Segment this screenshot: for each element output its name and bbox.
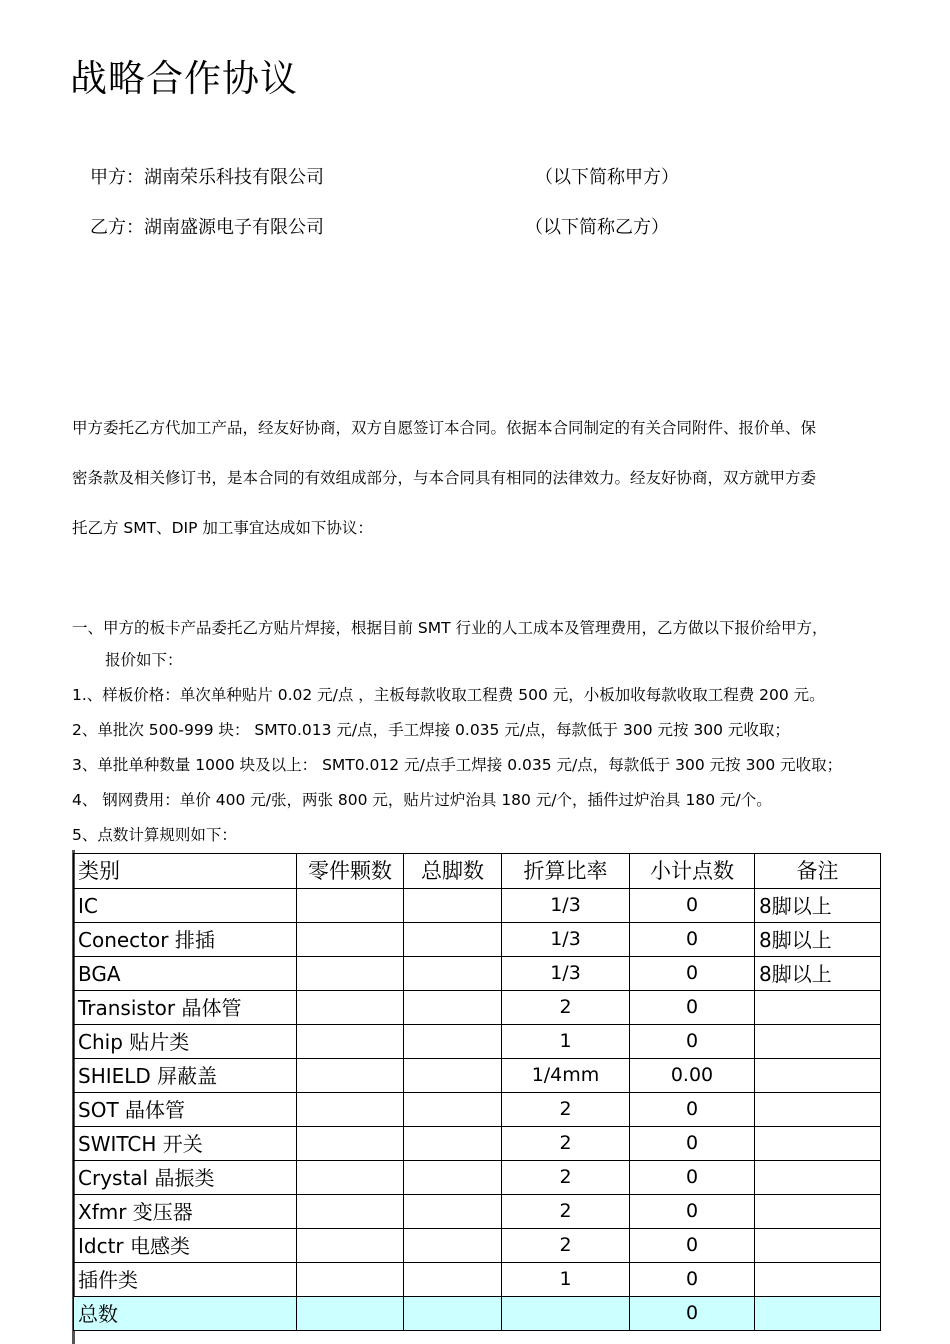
cell-subtotal: 0 — [630, 957, 755, 991]
cell-subtotal: 0.00 — [630, 1059, 755, 1093]
cell-remark — [755, 991, 881, 1025]
header-cell: 总脚数 — [404, 854, 502, 889]
cell-subtotal: 0 — [630, 1025, 755, 1059]
cell-subtotal: 0 — [630, 1195, 755, 1229]
cell-subtotal: 0 — [630, 1093, 755, 1127]
cell-count — [297, 1195, 404, 1229]
cell-pins — [404, 1297, 502, 1331]
cell-ratio — [502, 1297, 630, 1331]
cell-remark — [755, 1093, 881, 1127]
table-row — [74, 1229, 881, 1263]
cell-remark — [755, 1263, 881, 1297]
cell-count — [297, 991, 404, 1025]
table-row — [74, 991, 881, 1025]
party-a-label: 甲方：湖南荣乐科技有限公司 — [90, 167, 324, 188]
clause-item: 3、单批单种数量 1000 块及以上： SMT0.012 元/点手工焊接 0.035 元/点，每款低于 300 元按 300 元收取； — [72, 756, 843, 774]
cell-category: Transistor 晶体管 — [74, 991, 297, 1025]
cell-subtotal: 0 — [630, 1161, 755, 1195]
cell-remark: 8脚以上 — [755, 957, 881, 991]
document-title: 战略合作协议 — [70, 57, 298, 100]
cell-count — [297, 1263, 404, 1297]
cell-ratio: 1 — [502, 1025, 630, 1059]
party-a-note: （以下简称甲方） — [535, 167, 679, 188]
table-row — [74, 889, 881, 923]
cell-subtotal: 0 — [630, 1229, 755, 1263]
cell-count — [297, 889, 404, 923]
cell-subtotal: 0 — [630, 1127, 755, 1161]
section-heading: 一、甲方的板卡产品委托乙方贴片焊接，根据目前 SMT 行业的人工成本及管理费用，乙方做以下报价给甲方， — [72, 619, 828, 637]
cell-remark — [755, 1161, 881, 1195]
intro-line: 甲方委托乙方代加工产品，经友好协商，双方自愿签订本合同。依据本合同制定的有关合同附件、报价单、保 — [72, 419, 817, 437]
cell-pins — [404, 1025, 502, 1059]
intro-line: 托乙方 SMT、DIP 加工事宜达成如下协议： — [72, 519, 373, 537]
cell-remark — [755, 1297, 881, 1331]
cell-pins — [404, 1229, 502, 1263]
cell-remark — [755, 1195, 881, 1229]
cell-category: 插件类 — [74, 1263, 297, 1297]
cell-ratio: 1 — [502, 1263, 630, 1297]
cell-subtotal: 0 — [630, 889, 755, 923]
section-heading-cont: 报价如下： — [105, 651, 183, 669]
table-total-row — [74, 1297, 881, 1331]
cell-remark: 8脚以上 — [755, 923, 881, 957]
clause-item: 5、点数计算规则如下： — [72, 826, 237, 844]
cell-remark — [755, 1059, 881, 1093]
table-row — [74, 1059, 881, 1093]
table-row — [74, 1161, 881, 1195]
cell-subtotal: 0 — [630, 991, 755, 1025]
header-cell: 备注 — [755, 854, 881, 889]
party-b-label: 乙方：湖南盛源电子有限公司 — [90, 217, 324, 238]
cell-pins — [404, 991, 502, 1025]
cell-category: BGA — [74, 957, 297, 991]
cell-ratio: 2 — [502, 1161, 630, 1195]
cell-category: Xfmr 变压器 — [74, 1195, 297, 1229]
header-cell: 类别 — [74, 854, 297, 889]
header-cell: 零件颗数 — [297, 854, 404, 889]
table-row — [74, 923, 881, 957]
cell-pins — [404, 1059, 502, 1093]
cell-ratio: 1/4mm — [502, 1059, 630, 1093]
cell-subtotal: 0 — [630, 1263, 755, 1297]
table-row — [74, 957, 881, 991]
cell-count — [297, 957, 404, 991]
cell-category: Idctr 电感类 — [74, 1229, 297, 1263]
cell-ratio: 2 — [502, 1093, 630, 1127]
party-b-note: （以下简称乙方） — [525, 217, 669, 238]
table-row — [74, 1263, 881, 1297]
cell-ratio: 2 — [502, 991, 630, 1025]
clause-item: 1.、样板价格：单次单种贴片 0.02 元/点 ，主板每款收取工程费 500 元，小板加收每款收取工程费 200 元。 — [72, 686, 825, 704]
cell-pins — [404, 1127, 502, 1161]
cell-count — [297, 1127, 404, 1161]
cell-count — [297, 1161, 404, 1195]
cell-pins — [404, 957, 502, 991]
cell-pins — [404, 923, 502, 957]
clause-item: 4、 钢网费用：单价 400 元/张，两张 800 元，贴片过炉治具 180 元/个，插件过炉治具 180 元/个。 — [72, 791, 772, 809]
table-row — [74, 1195, 881, 1229]
cell-total-points: 0 — [630, 1297, 755, 1331]
cell-category: Crystal 晶振类 — [74, 1161, 297, 1195]
cell-subtotal: 0 — [630, 923, 755, 957]
table-row — [74, 1127, 881, 1161]
points-table — [73, 853, 881, 1331]
cell-remark — [755, 1025, 881, 1059]
cell-pins — [404, 1195, 502, 1229]
cell-total-label: 总数 — [74, 1297, 297, 1331]
cell-category: SWITCH 开关 — [74, 1127, 297, 1161]
cell-ratio: 1/3 — [502, 889, 630, 923]
cell-count — [297, 1297, 404, 1331]
cell-pins — [404, 1161, 502, 1195]
cell-count — [297, 1025, 404, 1059]
cell-pins — [404, 1263, 502, 1297]
cell-ratio: 1/3 — [502, 957, 630, 991]
cell-pins — [404, 889, 502, 923]
cell-ratio: 2 — [502, 1195, 630, 1229]
intro-line: 密条款及相关修订书，是本合同的有效组成部分，与本合同具有相同的法律效力。经友好协商，双方就甲方委 — [72, 469, 817, 487]
cell-count — [297, 1093, 404, 1127]
cell-remark: 8脚以上 — [755, 889, 881, 923]
clause-item: 2、单批次 500-999 块： SMT0.013 元/点，手工焊接 0.035 元/点，每款低于 300 元按 300 元收取； — [72, 721, 790, 739]
cell-count — [297, 1229, 404, 1263]
cell-remark — [755, 1229, 881, 1263]
cell-ratio: 2 — [502, 1127, 630, 1161]
cell-category: SOT 晶体管 — [74, 1093, 297, 1127]
table-row — [74, 1093, 881, 1127]
cell-remark — [755, 1127, 881, 1161]
cell-category: SHIELD 屏蔽盖 — [74, 1059, 297, 1093]
header-cell: 折算比率 — [502, 854, 630, 889]
cell-count — [297, 923, 404, 957]
cell-category: Chip 贴片类 — [74, 1025, 297, 1059]
table-header-row — [74, 854, 881, 889]
cell-ratio: 2 — [502, 1229, 630, 1263]
cell-pins — [404, 1093, 502, 1127]
cell-category: Conector 排插 — [74, 923, 297, 957]
cell-category: IC — [74, 889, 297, 923]
cell-count — [297, 1059, 404, 1093]
table-row — [74, 1025, 881, 1059]
cell-ratio: 1/3 — [502, 923, 630, 957]
header-cell: 小计点数 — [630, 854, 755, 889]
